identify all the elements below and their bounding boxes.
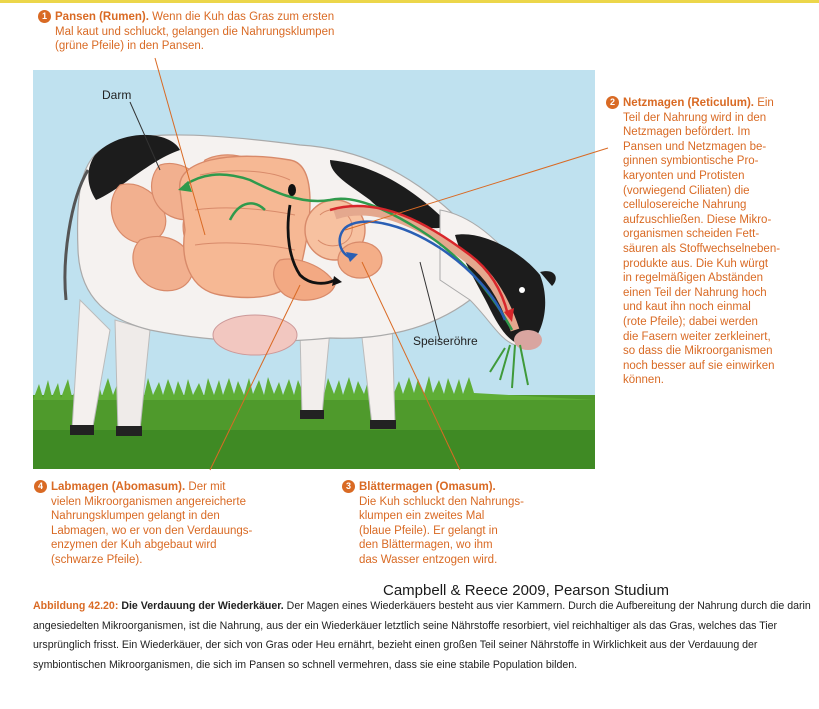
callout-heading: Blättermagen (Omasum). (359, 481, 496, 493)
cow-hoof (70, 425, 94, 435)
cow-muzzle (514, 330, 542, 350)
source-credit: Campbell & Reece 2009, Pearson Studium (383, 582, 669, 599)
callout-number: 2 (606, 96, 619, 109)
callout-body: Teil der Nahrung wird in den Netzmagen befördert. Im Pansen und Netzmagen be- ginnen symbiontische Pro- karyonten und Protisten (vorwiegend Ciliaten) die cellulosereiche Nahrung aufzuschließen. Diese Mikro- organismen scheiden Fett- säuren als Stoffwechselneben- produkte aus. Die Kuh würgt in regelmäßigen Abständen einen Teil der Nahrung hoch und kaut ihn noch einmal (rote Pfeile); dabei werden die Fasern weiter zerkleinert, so dass die Mikroorganismen noch besser auf sie einwirken können. (623, 111, 781, 387)
callout-body: Die Kuh schluckt den Nahrungs- klumpen ein zweites Mal (blaue Pfeile). Er gelangt in den Blättermagen, wo ihm das Wasser entzogen wird. (359, 495, 524, 566)
figure-caption (33, 597, 813, 675)
callout-number: 3 (342, 480, 355, 493)
label-darm: Darm (102, 88, 132, 102)
callout-heading: Netzmagen (Reticulum). (623, 97, 754, 109)
callout-blaettermagen (342, 480, 562, 568)
callout-pansen: 1 Pansen (Rumen). Wenn die Kuh das Gras zum ersten Mal kaut und schluckt, gelangen die Nahrungsklumpen (grüne Pfeile) in den Pansen. (38, 10, 438, 54)
callout-body: vielen Mikroorganismen angereicherte Nahrungsklumpen gelangt in den Labmagen, wo er von den Verdauungs- enzymen der Kuh abgebaut wird (schwarze Pfeile). (51, 495, 253, 566)
callout-heading: Pansen (Rumen). (55, 11, 149, 23)
label-speiseroehre: Speiseröhre (413, 334, 478, 348)
figure-number: Abbildung 42.20: (33, 600, 119, 612)
omasum-organ (338, 242, 382, 278)
cow-hoof (370, 420, 396, 429)
cow-eye (519, 287, 525, 293)
figure-title: Die Verdauung der Wiederkäuer. (121, 600, 284, 612)
callout-number: 1 (38, 10, 51, 23)
callout-heading: Labmagen (Abomasum). (51, 481, 186, 493)
callout-labmagen: 4 Labmagen (Abomasum). Der mit vielen Mikroorganismen angereicherte Nahrungsklumpen gelangt in den Labmagen, wo er von den Verdauungs- enzymen der Kuh abgebaut wird (schwarze Pfeile). (34, 480, 324, 568)
figure-caption-text: Der Magen eines Wiederkäuers besteht aus vier Kammern. Durch die Aufbereitung der Nahrung durch die darin angesiedelten Mikroorganismen, ist die Nahrung, aus der ein Wiederkäuer letztlich seine Nährstoffe resorbiert, viel reichhaltiger als das Gras, welches das Tier ursprünglich frisst. Ein Wiederkäuer, der sich von Gras oder Heu ernährt, bezieht einen großen Teil seiner Nährstoffe in Wirklichkeit aus der Verdauung der symbiontischen Mikroorganismen, die sich im Pansen so schnell vermehren, dass sie eine stabile Population bilden. (33, 600, 811, 671)
cow-udder (213, 315, 297, 355)
cow-hoof (300, 410, 324, 419)
black-marker (288, 184, 296, 196)
callout-number: 4 (34, 480, 47, 493)
callout-netzmagen: 2 Netzmagen (Reticulum). Ein Teil der Nahrung wird in den Netzmagen befördert. Im Pansen und Netzmagen be- ginnen symbiontische Pro- karyonten und Protisten (vorwiegend Ciliaten) die cellulosereiche Nahrung aufzuschließen. Diese Mikro- organismen scheiden Fett- säuren als Stoffwechselneben- produkte aus. Die Kuh würgt in regelmäßigen Abständen einen Teil der Nahrung hoch und kaut ihn noch einmal (rote Pfeile); dabei werden die Fasern weiter zerkleinert, so dass die Mikroorganismen noch besser auf sie einwirken können. (606, 96, 816, 388)
cow-hoof (116, 426, 142, 436)
